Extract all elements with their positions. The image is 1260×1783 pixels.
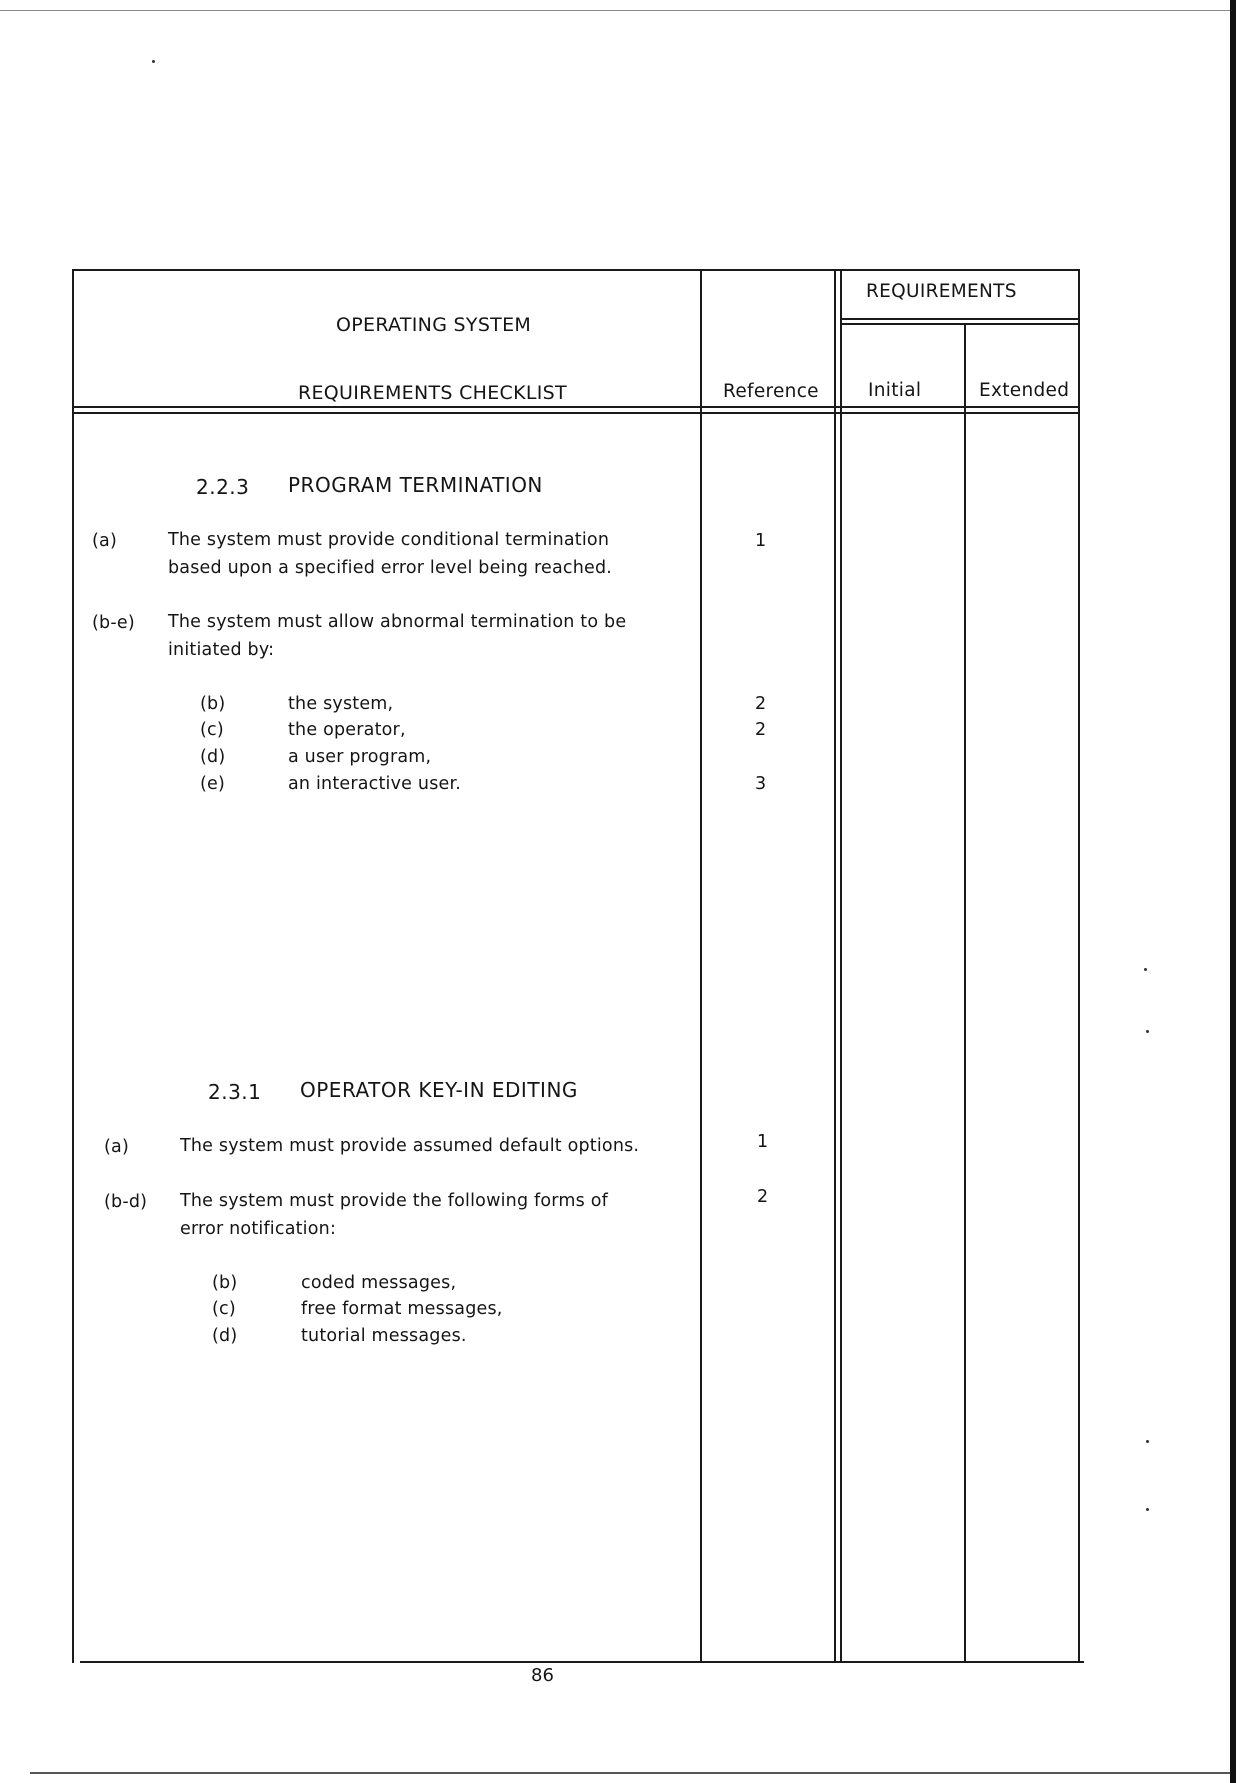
scan-speck: [1144, 968, 1147, 971]
item-label: (b-e): [92, 613, 135, 633]
subitem-text: a user program,: [288, 747, 432, 767]
subitem-reference: 3: [755, 774, 767, 794]
scan-bottom-edge: [30, 1772, 1230, 1774]
requirements-column-divider-a: [834, 269, 836, 1663]
subitem-text: coded messages,: [301, 1273, 457, 1293]
item-text-line: The system must provide the following forms of: [180, 1191, 608, 1211]
item-text-line: The system must allow abnormal termination to be: [168, 612, 627, 632]
scan-top-edge: [0, 10, 1230, 11]
header-reference: Reference: [723, 381, 819, 402]
requirements-column-divider-b: [840, 269, 842, 1663]
section-title: PROGRAM TERMINATION: [288, 473, 543, 497]
subitem-label: (c): [212, 1299, 236, 1319]
header-title-line2: REQUIREMENTS CHECKLIST: [298, 382, 567, 404]
header-extended: Extended: [979, 380, 1070, 401]
subitem-text: tutorial messages.: [301, 1326, 467, 1346]
scan-speck: [1146, 1440, 1149, 1443]
subitem-label: (c): [200, 720, 224, 740]
subitem-label: (d): [200, 747, 226, 767]
subitem-label: (d): [212, 1326, 238, 1346]
initial-extended-divider: [964, 323, 966, 1663]
subitem-label: (b): [200, 694, 226, 714]
scan-speck: [1146, 1508, 1149, 1511]
item-text-line: error notification:: [180, 1219, 337, 1239]
item-text-line: based upon a specified error level being reached.: [168, 558, 613, 578]
header-rule-top: [72, 406, 1080, 408]
item-reference: 2: [757, 1187, 769, 1207]
section-number: 2.3.1: [208, 1080, 262, 1104]
section-title: OPERATOR KEY-IN EDITING: [300, 1078, 578, 1102]
header-title-line1: OPERATING SYSTEM: [336, 314, 532, 336]
subitem-reference: 2: [755, 720, 767, 740]
item-label: (a): [104, 1137, 129, 1157]
table-right-border: [1078, 269, 1080, 1663]
item-text-line: The system must provide assumed default options.: [180, 1136, 640, 1156]
page-number: 86: [531, 1665, 554, 1686]
subitem-text: an interactive user.: [288, 774, 462, 794]
item-text-line: The system must provide conditional termination: [168, 530, 610, 550]
header-rule-bottom: [72, 412, 1080, 414]
item-text-line: initiated by:: [168, 640, 275, 660]
reference-column-divider: [700, 269, 702, 1663]
subitem-label: (e): [200, 774, 226, 794]
requirements-subheader-rule-a: [840, 318, 1080, 320]
requirements-subheader-rule-b: [840, 323, 1080, 325]
item-reference: 1: [755, 531, 767, 551]
header-initial: Initial: [868, 380, 922, 401]
subitem-text: the operator,: [288, 720, 406, 740]
table-left-border: [72, 269, 74, 1663]
subitem-label: (b): [212, 1273, 238, 1293]
subitem-text: the system,: [288, 694, 394, 714]
scan-speck: [152, 60, 155, 63]
table-top-border: [72, 269, 1080, 271]
section-number: 2.2.3: [196, 475, 250, 499]
subitem-text: free format messages,: [301, 1299, 503, 1319]
scan-right-edge: [1230, 0, 1236, 1783]
item-label: (b-d): [104, 1192, 148, 1212]
item-label: (a): [92, 531, 117, 551]
item-reference: 1: [757, 1132, 769, 1152]
table-bottom-border: [80, 1661, 1084, 1663]
scan-speck: [1146, 1030, 1149, 1033]
header-requirements: REQUIREMENTS: [866, 281, 1017, 302]
subitem-reference: 2: [755, 694, 767, 714]
